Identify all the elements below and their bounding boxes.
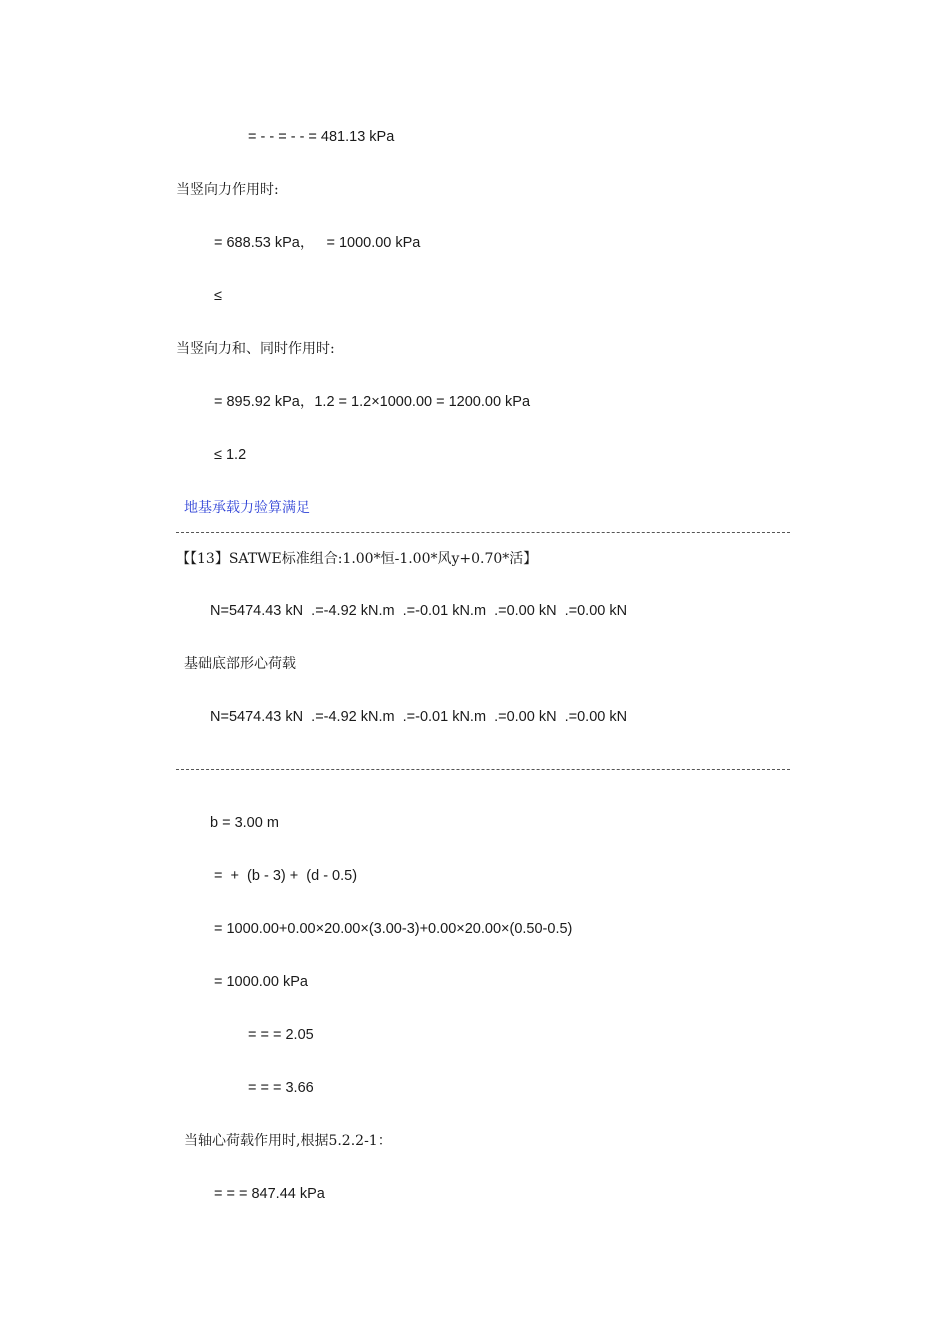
divider-bottom: [176, 769, 790, 770]
load-values-line-2: N=5474.43 kN .=-4.92 kN.m .=-0.01 kN.m .=0.00 kN .=0.00 kN: [210, 709, 628, 725]
inequality-line-1: ≤: [214, 288, 222, 304]
divider-top: [176, 532, 790, 533]
centroid-load-heading: 基础底部形心荷载: [184, 656, 296, 672]
ratio-line-2: = = = 3.66: [248, 1080, 314, 1096]
substitution-line: = 1000.00+0.00×20.00×(3.00-3)+0.00×20.00×(0.50-0.5): [214, 921, 573, 937]
heading-vertical-force: 当竖向力作用时:: [176, 182, 279, 198]
load-values-line-1: N=5474.43 kN .=-4.92 kN.m .=-0.01 kN.m .=0.00 kN .=0.00 kN: [210, 603, 628, 619]
heading-combined-force: 当竖向力和、同时作用时:: [176, 341, 335, 357]
check-satisfied-label: 地基承载力验算满足: [184, 500, 310, 516]
width-line: b = 3.00 m: [210, 815, 279, 831]
result-line-847: = = = 847.44 kPa: [214, 1186, 325, 1202]
inequality-line-2: ≤ 1.2: [214, 447, 247, 463]
ratio-line-1: = = = 2.05: [248, 1027, 314, 1043]
result-line-688: = 688.53 kPa， = 1000.00 kPa: [214, 235, 421, 251]
result-line-481: = - - = - - = 481.13 kPa: [248, 129, 395, 145]
result-line-895: = 895.92 kPa，1.2 = 1.2×1000.00 = 1200.00 kPa: [214, 394, 531, 410]
load-combination-heading: 【【13】SATWE标准组合:1.00*恒-1.00*风y+0.70*活】: [176, 551, 538, 567]
axial-load-heading: 当轴心荷载作用时,根据5.2.2-1：: [184, 1133, 392, 1149]
bearing-capacity-line: = 1000.00 kPa: [214, 974, 308, 990]
formula-line: = + (b - 3) + (d - 0.5): [214, 868, 358, 884]
